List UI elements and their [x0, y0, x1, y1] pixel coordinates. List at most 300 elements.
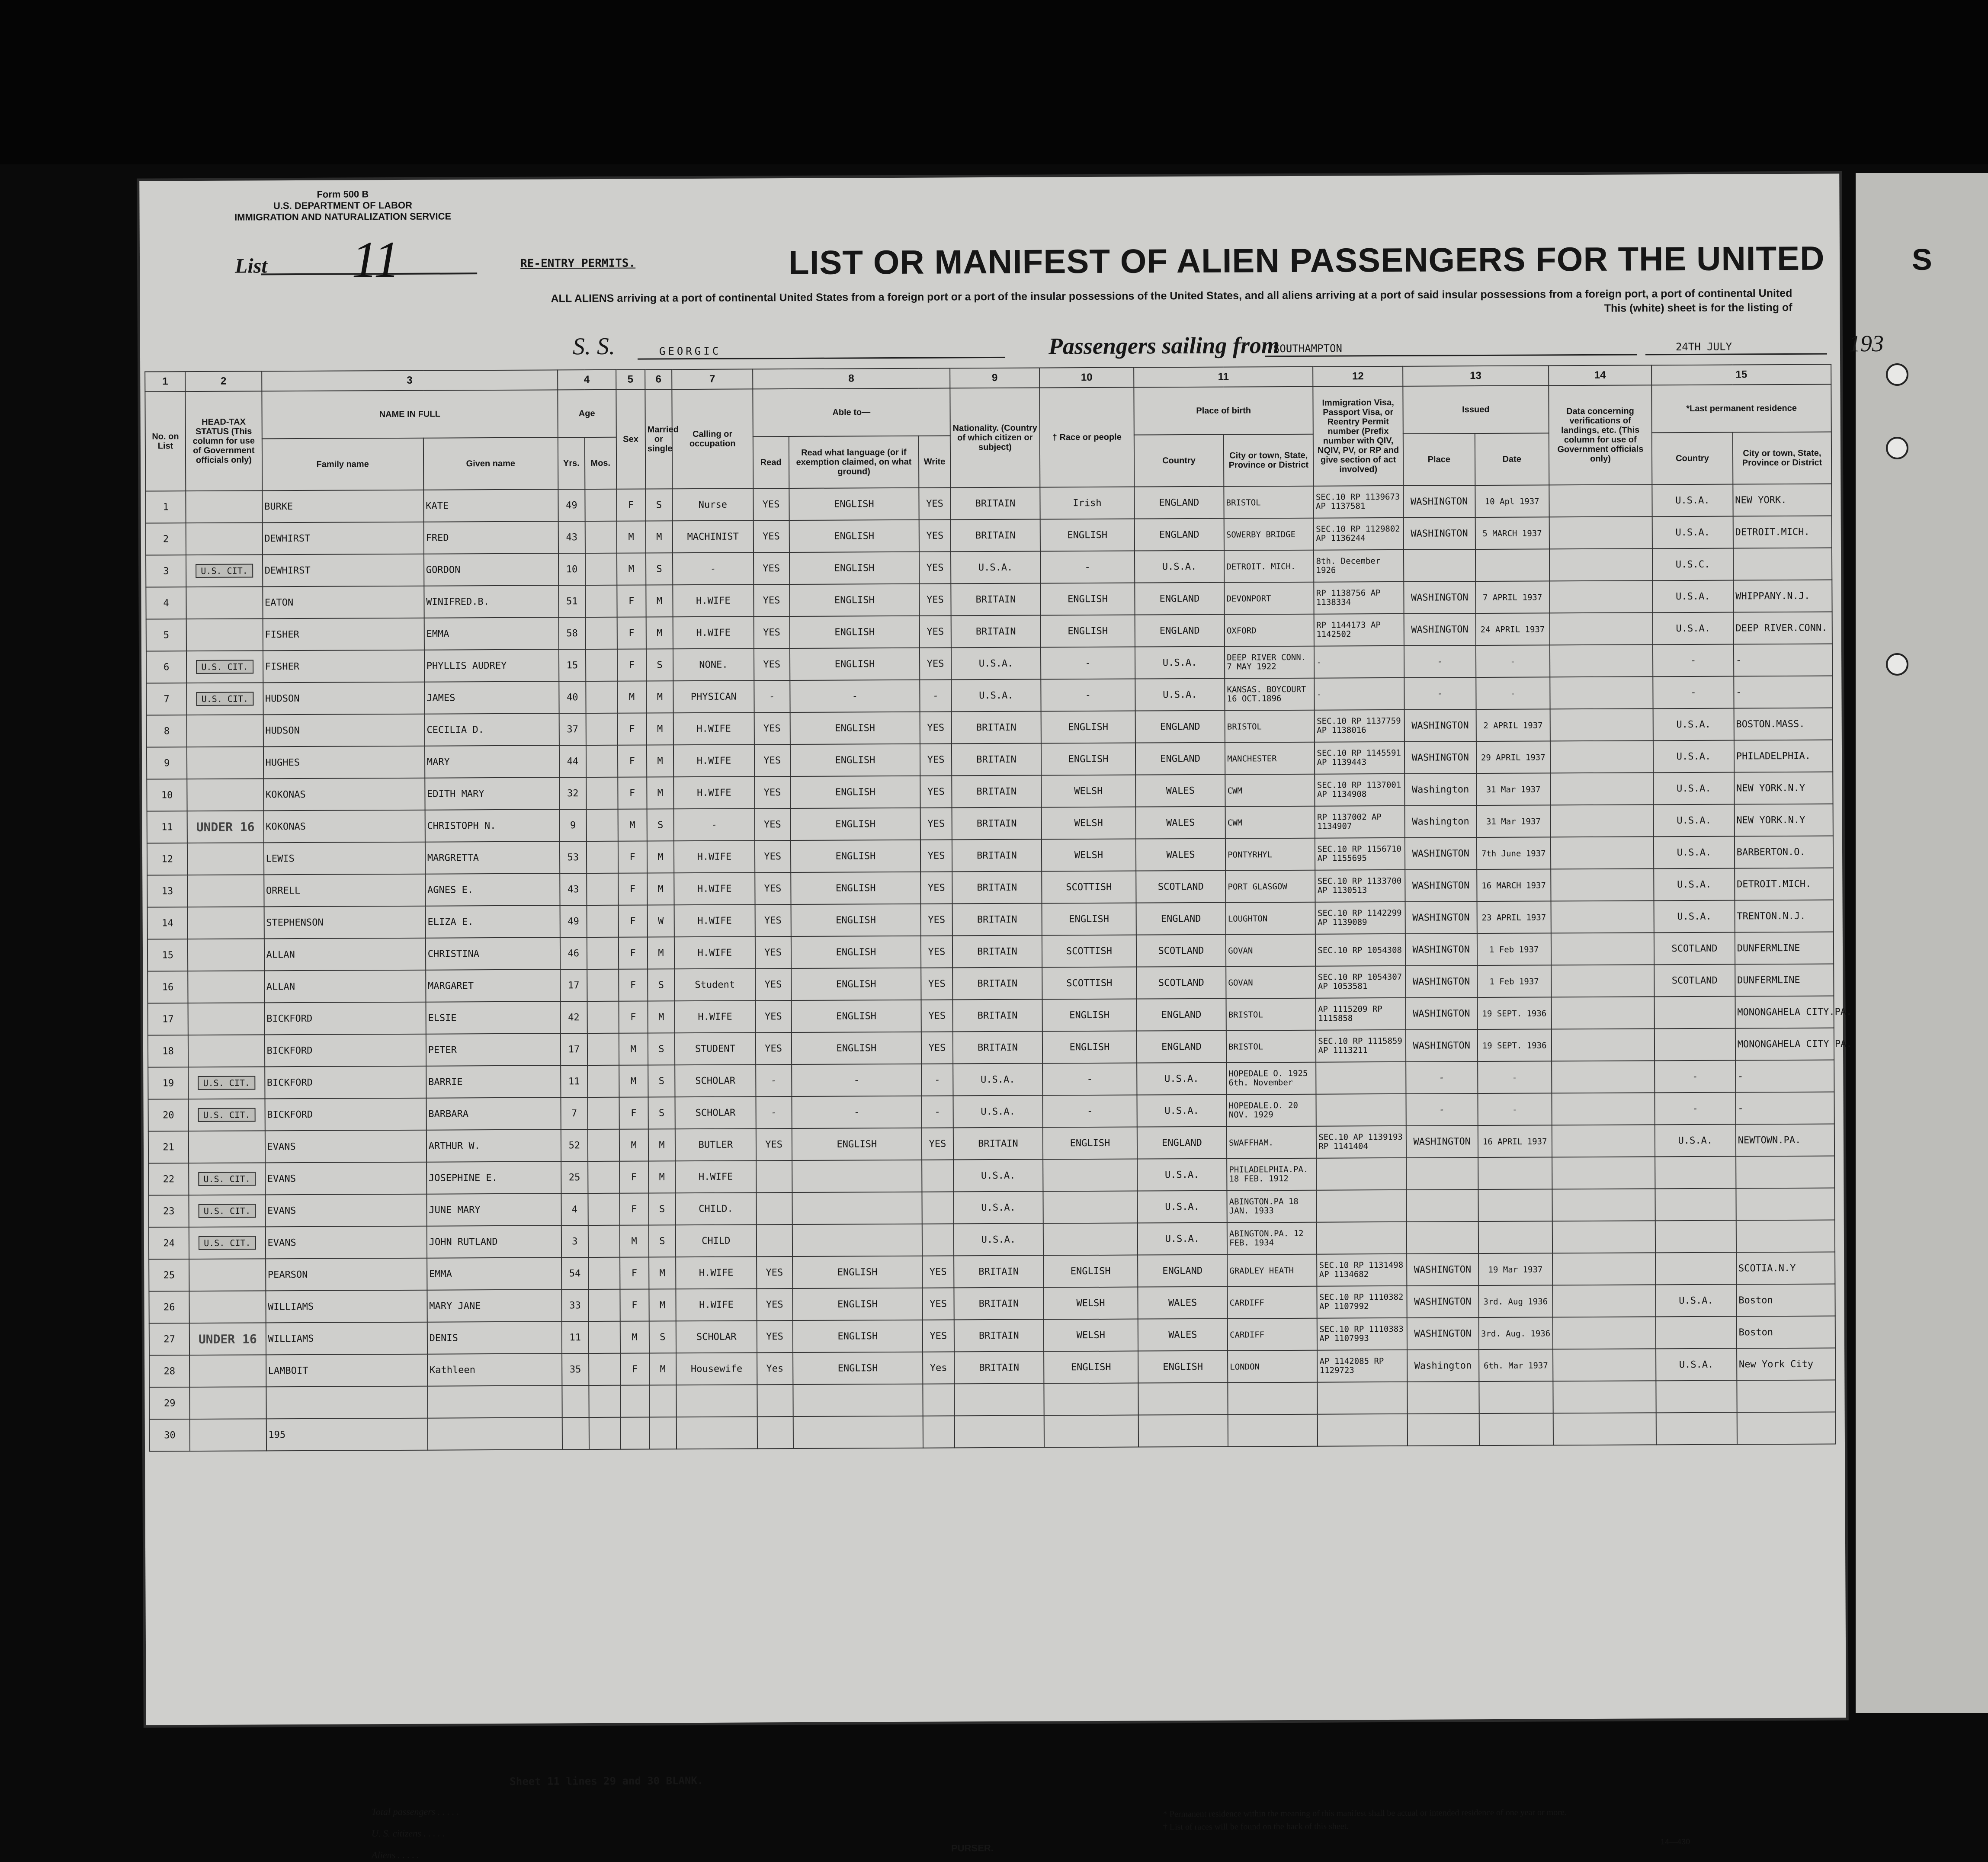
cell-read-language: [792, 1224, 922, 1256]
can-read: YES: [765, 1043, 782, 1054]
can-write: YES: [927, 594, 944, 606]
cell-nationality: [952, 872, 1042, 904]
nationality: U.S.A.: [981, 1106, 1015, 1117]
can-read: YES: [766, 1267, 783, 1278]
cell-read-language: [792, 1096, 922, 1128]
cell-occupation: [676, 1224, 757, 1257]
row-number: 11: [161, 821, 173, 833]
cell-given-name: [423, 521, 558, 554]
cell-given-name: [427, 1257, 561, 1290]
cell-residence-country: [1654, 869, 1735, 901]
cell-marital-status: [647, 841, 674, 873]
cell-marital-status: [647, 873, 674, 905]
cell-race: [1043, 1223, 1138, 1256]
cell-sex: [619, 1033, 648, 1065]
cell-residence-country: [1656, 1381, 1737, 1413]
cell-family-name: [263, 554, 424, 587]
can-write: YES: [928, 1010, 946, 1022]
cell-age-months: [588, 1257, 620, 1289]
family-name: ALLAN: [266, 949, 295, 960]
cell-given-name: [426, 1033, 561, 1066]
birth-country: U.S.A.: [1165, 1233, 1200, 1244]
cell-head-tax-status: [189, 1099, 265, 1131]
race: ENGLISH: [1069, 913, 1109, 925]
cell-issued-place: [1406, 1189, 1478, 1222]
cell-nationality: [954, 1351, 1044, 1384]
cell-occupation: [674, 936, 755, 969]
head-tax-status: U.S. CIT.: [196, 660, 253, 674]
given-name: FRED: [426, 532, 449, 544]
issued-place: WASHINGTON: [1413, 1136, 1471, 1147]
marital-status: M: [659, 1171, 665, 1183]
issued-place: WASHINGTON: [1411, 624, 1469, 635]
birth-city: GRADLEY HEATH: [1229, 1266, 1294, 1276]
given-name: MARGRETTA: [427, 852, 479, 864]
cell-race: [1044, 1415, 1138, 1448]
cell-row-number: [148, 1067, 189, 1099]
cell-age-years: [558, 585, 586, 617]
cell-can-read: [756, 1160, 792, 1192]
birth-city: HOPEDALE.O. 20 NOV. 1929: [1228, 1100, 1298, 1120]
can-write: YES: [927, 626, 944, 638]
cell-nationality: [951, 615, 1041, 648]
issued-date: 3rd. Aug. 1936: [1481, 1328, 1551, 1339]
punch-hole: [1886, 437, 1908, 459]
cell-age-years: [559, 809, 587, 841]
issued-date: 1 Feb 1937: [1489, 976, 1539, 987]
cell-race: [1043, 1255, 1138, 1288]
cell-verification: [1552, 1157, 1655, 1189]
cell-issued-date: [1478, 1093, 1552, 1125]
visa-number: SEC.10 RP 1137001 AP 1134908: [1317, 780, 1401, 799]
read-language: ENGLISH: [836, 914, 876, 926]
cell-birth-city: [1225, 678, 1315, 711]
cell-age-years: [559, 681, 586, 713]
cell-sex: [620, 1257, 649, 1289]
can-read: YES: [763, 531, 780, 542]
cell-row-number: [148, 1195, 189, 1227]
cell-marital-status: [646, 553, 673, 585]
cell-visa-number: [1315, 742, 1404, 774]
cell-issued-date: [1478, 1061, 1552, 1093]
cell-can-write: [920, 840, 952, 872]
date-underline: [1645, 353, 1827, 356]
cell-can-write: [923, 1416, 955, 1448]
cell-family-name: [264, 1034, 426, 1067]
cell-family-name: [264, 970, 426, 1003]
cell-can-write: [923, 1320, 954, 1352]
cell-verification: [1553, 1349, 1656, 1381]
cell-age-years: [561, 1257, 589, 1289]
cell-head-tax-status: [186, 522, 263, 555]
cell-sex: [616, 489, 646, 521]
cell-head-tax-status: [188, 1035, 265, 1067]
visa-number: RP 1138756 AP 1138334: [1316, 588, 1381, 607]
age-years: 54: [569, 1268, 581, 1279]
can-write: YES: [928, 946, 946, 958]
cell-given-name: [426, 969, 560, 1002]
cell-nationality: [951, 647, 1041, 680]
read-language: ENGLISH: [834, 530, 875, 542]
can-read: YES: [764, 851, 782, 862]
cell-residence-country: [1653, 644, 1734, 677]
birth-city: PHILADELPHIA.PA. 18 FEB. 1912: [1229, 1164, 1308, 1184]
cell-nationality: [955, 1415, 1045, 1448]
residence-city: New York City: [1738, 1359, 1814, 1370]
read-language: ENGLISH: [834, 626, 875, 638]
cell-marital-status: [648, 1001, 675, 1033]
cell-age-months: [589, 1321, 620, 1353]
sex: F: [630, 1012, 636, 1023]
cell-nationality: [953, 1159, 1043, 1192]
birth-city: CWM: [1227, 817, 1243, 828]
residence-country: U.S.A.: [1678, 1135, 1713, 1146]
birth-city: LONDON: [1230, 1362, 1260, 1372]
cell-family-name: [263, 618, 424, 651]
header-name-in-full: NAME IN FULL: [262, 390, 558, 439]
col-number: 3: [262, 370, 558, 391]
sex: M: [632, 1332, 638, 1343]
cell-can-write: [919, 551, 951, 583]
cell-nationality: [953, 1063, 1043, 1096]
visa-number: RP 1144173 AP 1142502: [1316, 620, 1381, 639]
cell-can-read: [754, 552, 789, 584]
cell-birth-country: [1138, 1223, 1228, 1255]
birth-city: BRISTOL: [1227, 721, 1262, 732]
family-name: EVANS: [267, 1237, 296, 1248]
manifest-sheet: [139, 173, 1884, 1861]
cell-family-name: [263, 714, 425, 747]
cell-residence-country: [1655, 1157, 1736, 1189]
occupation: SCHOLAR: [695, 1107, 736, 1118]
cell-visa-number: [1315, 870, 1405, 902]
can-write: -: [934, 1106, 940, 1118]
cell-verification: [1552, 1317, 1656, 1349]
cell-given-name: [426, 1065, 561, 1098]
marital-status: S: [658, 1075, 664, 1086]
cell-birth-city: [1226, 966, 1316, 999]
cell-age-years: [559, 713, 586, 745]
cell-can-write: [920, 872, 952, 904]
age-years: 33: [569, 1300, 581, 1311]
cell-issued-date: [1476, 773, 1550, 805]
cell-race: [1042, 999, 1137, 1032]
cell-head-tax-status: [189, 1195, 266, 1227]
us-citizens-label: U. S. citizens . . . . .: [371, 1827, 445, 1839]
cell-can-write: [922, 1256, 954, 1288]
cell-age-months: [588, 1225, 620, 1257]
cell-residence-city: [1737, 1380, 1836, 1413]
given-name: BARBARA: [428, 1108, 469, 1120]
marital-status: S: [658, 1107, 665, 1118]
birth-country: ENGLAND: [1159, 593, 1200, 604]
cell-nationality: [952, 776, 1042, 808]
visa-number: -: [1316, 657, 1322, 667]
residence-country: U.S.A.: [1679, 1295, 1713, 1306]
cell-verification: [1553, 1381, 1656, 1413]
given-name: JOHN RUTLAND: [429, 1236, 498, 1248]
cell-read-language: [790, 648, 920, 680]
sex: F: [632, 1364, 638, 1375]
cell-issued-place: [1407, 1253, 1478, 1286]
nationality: BRITAIN: [977, 914, 1017, 925]
cell-residence-city: [1736, 1220, 1835, 1253]
residence-city: NEW YORK.N.Y: [1736, 782, 1805, 794]
birth-city: OXFORD: [1226, 625, 1257, 636]
age-years: 52: [568, 1140, 580, 1151]
occupation: H.WIFE: [698, 1171, 733, 1183]
can-write: YES: [927, 818, 945, 830]
cell-issued-place: [1404, 709, 1476, 742]
cell-issued-date: [1476, 805, 1550, 837]
marital-status: M: [659, 1299, 666, 1311]
cell-residence-city: [1737, 1348, 1836, 1381]
cell-marital-status: [648, 1065, 675, 1097]
can-write: YES: [927, 786, 945, 798]
residence-city: MONONGAHELA CITY.PA.: [1737, 1006, 1852, 1018]
birth-country: ENGLAND: [1159, 529, 1199, 540]
can-write: -: [933, 690, 939, 702]
cell-visa-number: [1317, 1286, 1407, 1318]
row-number: 9: [164, 757, 170, 769]
residence-country: -: [1692, 1103, 1698, 1114]
cell-sex: [619, 1225, 649, 1257]
visa-number: SEC.10 RP 1142299 AP 1139089: [1318, 908, 1402, 927]
cell-can-read: [757, 1417, 793, 1449]
race: ENGLISH: [1070, 1266, 1111, 1277]
cell-birth-country: [1136, 967, 1226, 999]
header-family-name: Family name: [262, 438, 423, 491]
cell-verification: [1552, 1029, 1655, 1061]
cell-residence-city: [1735, 1028, 1852, 1061]
cell-birth-city: [1228, 1414, 1318, 1447]
cell-read-language: [792, 1192, 922, 1224]
cell-visa-number: [1316, 966, 1406, 998]
birth-city: DEVONPORT: [1226, 593, 1271, 604]
cell-verification: [1551, 997, 1655, 1029]
cell-age-months: [585, 553, 617, 585]
cell-birth-country: [1135, 551, 1225, 583]
cell-read-language: [790, 840, 920, 872]
cell-birth-country: [1135, 743, 1225, 775]
cell-verification: [1550, 644, 1653, 677]
cell-verification: [1553, 1413, 1656, 1445]
can-read: YES: [764, 1011, 782, 1022]
visa-number: SEC.10 RP 1137759 AP 1138016: [1317, 716, 1401, 735]
cell-residence-country: [1654, 901, 1735, 933]
cell-birth-city: [1225, 774, 1315, 807]
cell-nationality: [953, 1127, 1043, 1160]
cell-age-months: [589, 1385, 620, 1417]
sex: F: [632, 1300, 638, 1311]
residence-country: U.S.A.: [1676, 623, 1711, 634]
cell-head-tax-status: [190, 1387, 266, 1419]
cell-race: [1040, 551, 1135, 583]
cell-can-read: [756, 1032, 792, 1064]
family-name: DEWHIRST: [264, 533, 311, 544]
cell-nationality: [953, 1032, 1043, 1064]
can-read: -: [770, 1075, 777, 1086]
cell-verification: [1551, 901, 1654, 933]
birth-city: DETROIT. MICH.: [1226, 561, 1296, 572]
sex: F: [628, 628, 635, 639]
cell-visa-number: [1314, 646, 1404, 678]
residence-city: -: [1735, 654, 1742, 666]
marital-status: M: [657, 883, 664, 894]
col-number: 11: [1134, 367, 1313, 388]
age-years: 46: [568, 948, 580, 959]
cell-family-name: [263, 842, 425, 875]
cell-visa-number: [1317, 1318, 1407, 1350]
issued-date: -: [1512, 1105, 1517, 1115]
cell-verification: [1552, 1285, 1656, 1317]
cell-given-name: [425, 873, 560, 906]
residence-city: Boston: [1738, 1295, 1773, 1306]
cell-given-name: [424, 553, 558, 586]
race: ENGLISH: [1069, 1010, 1110, 1021]
race: ENGLISH: [1069, 1042, 1110, 1053]
cell-age-months: [585, 489, 616, 521]
nationality: U.S.A.: [979, 690, 1013, 701]
cell-marital-status: [647, 777, 674, 809]
occupation: CHILD.: [699, 1203, 733, 1215]
cell-birth-country: [1135, 775, 1225, 807]
sex: F: [631, 1108, 637, 1119]
cell-age-years: [560, 841, 587, 873]
cell-race: [1044, 1351, 1138, 1384]
cell-head-tax-status: [186, 651, 263, 683]
cell-age-years: [559, 777, 587, 809]
given-name: CHRISTOPH N.: [427, 820, 496, 832]
cell-occupation: [676, 1320, 757, 1353]
cell-read-language: [791, 904, 921, 936]
cell-can-write: [923, 1352, 954, 1384]
cell-read-language: [791, 1032, 921, 1064]
cell-birth-city: [1227, 1254, 1317, 1287]
cell-sex: [618, 841, 647, 873]
cell-visa-number: [1316, 1126, 1406, 1158]
cell-verification: [1552, 1189, 1655, 1221]
birth-country: ENGLAND: [1162, 1265, 1203, 1276]
header-able-to: Able to—: [753, 388, 950, 436]
cell-race: [1044, 1319, 1138, 1352]
age-years: 10: [566, 564, 578, 575]
family-name: EVANS: [267, 1205, 296, 1216]
cell-visa-number: [1315, 710, 1404, 742]
cell-issued-date: [1475, 485, 1549, 517]
cell-sex: [617, 713, 647, 745]
cell-read-language: [792, 1064, 922, 1096]
visa-number: SEC.10 RP 1139673 AP 1137581: [1315, 492, 1400, 511]
cell-race: [1042, 1031, 1137, 1064]
row-number: 5: [163, 629, 170, 641]
cell-verification: [1549, 516, 1652, 549]
read-language: ENGLISH: [836, 978, 876, 990]
issued-place: WASHINGTON: [1414, 1296, 1472, 1308]
marital-status: M: [657, 627, 663, 638]
visa-number: AP 1115209 RP 1115858: [1318, 1004, 1382, 1023]
cell-residence-city: [1736, 1188, 1835, 1221]
race: SCOTTISH: [1066, 945, 1113, 957]
family-name: KOKONAS: [265, 789, 306, 800]
residence-country: U.S.A.: [1676, 751, 1711, 762]
row-number: 4: [163, 597, 169, 609]
row-number: 15: [162, 949, 173, 961]
cell-occupation: [673, 648, 754, 681]
cell-can-read: [756, 1064, 792, 1096]
sex: M: [628, 564, 635, 575]
cell-family-name: [265, 1226, 427, 1259]
issued-place: WASHINGTON: [1412, 848, 1470, 859]
cell-marital-status: [649, 1289, 676, 1321]
cell-family-name: [265, 1194, 427, 1227]
marital-status: S: [658, 1043, 664, 1054]
cell-residence-city: [1736, 1316, 1835, 1349]
can-write: YES: [926, 562, 944, 574]
occupation: Student: [695, 979, 735, 990]
cell-issued-place: [1405, 997, 1477, 1030]
cell-issued-date: [1476, 645, 1550, 677]
nationality: U.S.A.: [981, 1234, 1016, 1245]
cell-head-tax-status: [189, 1227, 266, 1259]
cell-age-months: [588, 1193, 619, 1225]
cell-nationality: [954, 1223, 1044, 1256]
race: WELSH: [1076, 1298, 1105, 1309]
cell-given-name: [425, 905, 560, 938]
cell-row-number: [147, 875, 188, 907]
cell-head-tax-status: [186, 554, 263, 587]
visa-number: SEC.10 RP 1115859 AP 1113211: [1318, 1036, 1402, 1055]
cell-read-language: [792, 1128, 922, 1160]
row-number: 10: [161, 789, 173, 801]
cell-birth-country: [1137, 1159, 1227, 1191]
cell-sex: [617, 745, 647, 777]
cell-birth-city: [1227, 1190, 1317, 1223]
cell-row-number: [146, 555, 186, 587]
row-number: 26: [163, 1301, 175, 1313]
marital-status: S: [659, 1203, 665, 1215]
cell-race: [1040, 519, 1135, 551]
cell-can-read: [755, 936, 791, 968]
cell-age-months: [587, 1097, 619, 1129]
cell-family-name: [265, 1162, 427, 1195]
given-name: ELSIE: [428, 1012, 457, 1024]
cell-visa-number: [1315, 934, 1405, 966]
header-mos: Mos.: [585, 437, 616, 489]
cell-can-read: [757, 1384, 793, 1417]
family-name: WILLIAMS: [268, 1301, 314, 1312]
residence-country: -: [1690, 687, 1696, 698]
cell-age-years: [561, 1225, 589, 1257]
given-name: Kathleen: [429, 1364, 475, 1376]
cell-sex: [620, 1289, 649, 1321]
given-name: AGNES E.: [427, 884, 474, 896]
occupation: BUTLER: [698, 1139, 733, 1151]
cell-birth-country: [1137, 1063, 1227, 1095]
cell-issued-place: [1407, 1413, 1479, 1446]
can-read: YES: [766, 1299, 783, 1310]
cell-race: [1041, 679, 1135, 711]
cell-residence-country: [1653, 612, 1734, 645]
cell-race: [1040, 487, 1134, 519]
cell-can-read: [754, 808, 790, 840]
cell-read-language: [793, 1352, 923, 1384]
age-years: 9: [570, 820, 576, 831]
cell-sex: [619, 1193, 649, 1225]
given-name: BARRIE: [428, 1076, 463, 1088]
cell-can-write: [921, 968, 952, 1000]
cell-head-tax-status: [187, 843, 264, 875]
